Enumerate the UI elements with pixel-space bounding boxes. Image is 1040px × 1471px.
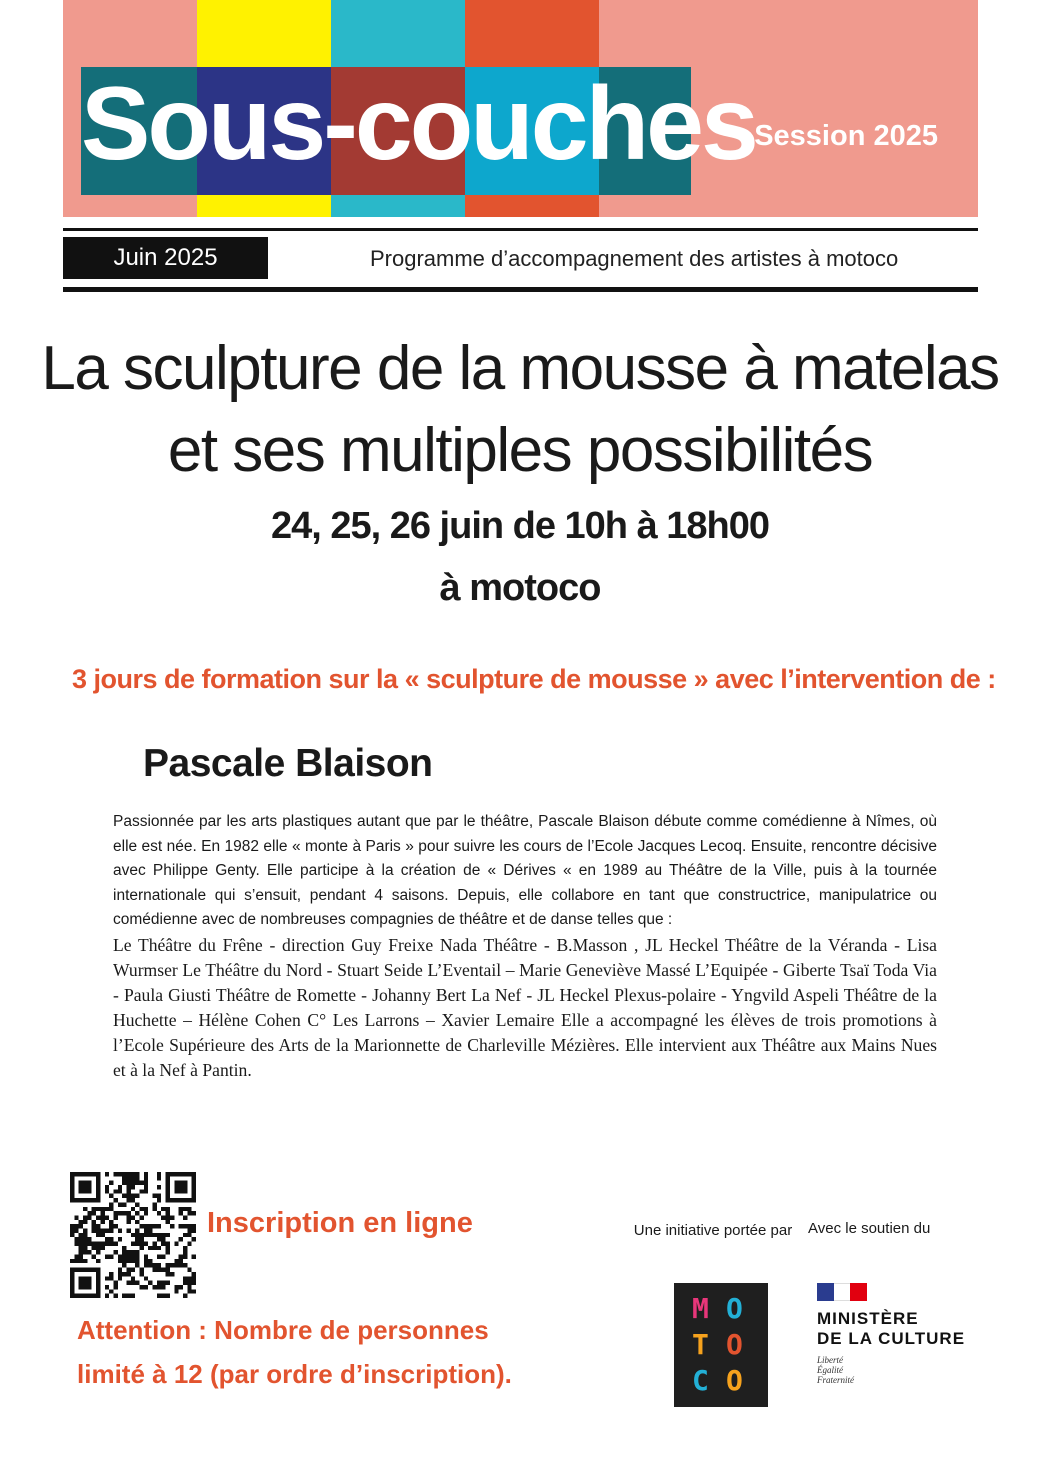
- motoco-letter: O: [726, 1328, 743, 1361]
- event-title-line1: La sculpture de la mousse à matelas: [41, 334, 999, 403]
- ministere-logo: [817, 1283, 987, 1385]
- session-label: Session 2025: [754, 120, 938, 152]
- event-dates: 24, 25, 26 juin de 10h à 18h00: [270, 505, 770, 547]
- support-label: Avec le soutien du: [808, 1220, 931, 1237]
- date-badge: Juin 2025: [63, 237, 268, 279]
- event-venue: à motoco: [439, 567, 601, 609]
- republic-motto: Liberté Égalité Fraternité: [817, 1355, 854, 1385]
- attention-line1: Attention : Nombre de personnes: [77, 1315, 489, 1345]
- ministere-name: MINISTÈRE DE LA CULTURE: [817, 1309, 966, 1348]
- program-subtitle: Programme d’accompagnement des artistes à motoco: [370, 246, 899, 271]
- french-flag-icon: [817, 1283, 867, 1301]
- motoco-letter: O: [726, 1364, 743, 1397]
- initiative-label: Une initiative portée par: [633, 1222, 793, 1239]
- attention-line2: limité à 12 (par ordre d’inscription).: [77, 1359, 512, 1389]
- header-banner: [63, 0, 978, 217]
- inscription-link[interactable]: Inscription en ligne: [207, 1207, 473, 1239]
- speaker-bio: [113, 810, 937, 1083]
- event-title: [40, 328, 1000, 492]
- motoco-letter: C: [692, 1364, 709, 1397]
- motoco-logo: [674, 1283, 768, 1407]
- divider-bottom: [63, 287, 978, 292]
- motoco-letter: M: [692, 1292, 709, 1325]
- motoco-letter: T: [692, 1328, 709, 1361]
- event-title-line2: et ses multiples possibilités: [167, 416, 873, 485]
- attention-notice: [77, 1308, 512, 1396]
- formation-description: 3 jours de formation sur la « sculpture de mousse » avec l’intervention de :: [72, 664, 996, 694]
- qr-code-icon[interactable]: [70, 1172, 196, 1298]
- motoco-letter: O: [726, 1292, 743, 1325]
- speaker-name: Pascale Blaison: [143, 742, 433, 785]
- bio-paragraph-companies: Le Théâtre du Frêne - direction Guy Freixe Nada Théâtre - B.Masson , JL Heckel Théâtre de la Véranda - Lisa Wurmser Le Théâtre du Nord - Stuart Seide L’Eventail – Marie Geneviève Massé L’Equipée - Giberte Tsaï Toda Via - Paula Giusti Théâtre de Romette - Johanny Bert La Nef - JL Heckel Plexus-polaire - Yngvild Aspeli Théâtre de la Huchette – Hélène Cohen C° Les Larrons – Xavier Lemaire Elle a accompagné les élèves de trois promotions à l’Ecole Supérieure des Arts de la Marionnette de Charleville Mézières. Elle intervient aux Théâtre aux Mains Nues et à la Nef à Pantin.: [113, 934, 937, 1080]
- divider-top: [63, 228, 978, 231]
- banner-title: Sous-couches: [81, 66, 756, 182]
- bio-paragraph-intro: Passionnée par les arts plastiques autant que par le théâtre, Pascale Blaison débute comme comédienne à Nîmes, où elle est née. En 1982 elle « monte à Paris » pour suivre les cours de l’Ecole Jacques Lecoq. Ensuite, rencontre décisive avec Philippe Genty. Elle participe à la création de « Dérives « en 1989 au Théâtre de la Ville, puis à la tournée internationale qui s’ensuit, pendant 4 saisons. Depuis, elle collabore en tant que constructrice, manipulatrice ou comédienne avec de nombreuses compagnies de théâtre et de danse telles que :: [113, 813, 937, 929]
